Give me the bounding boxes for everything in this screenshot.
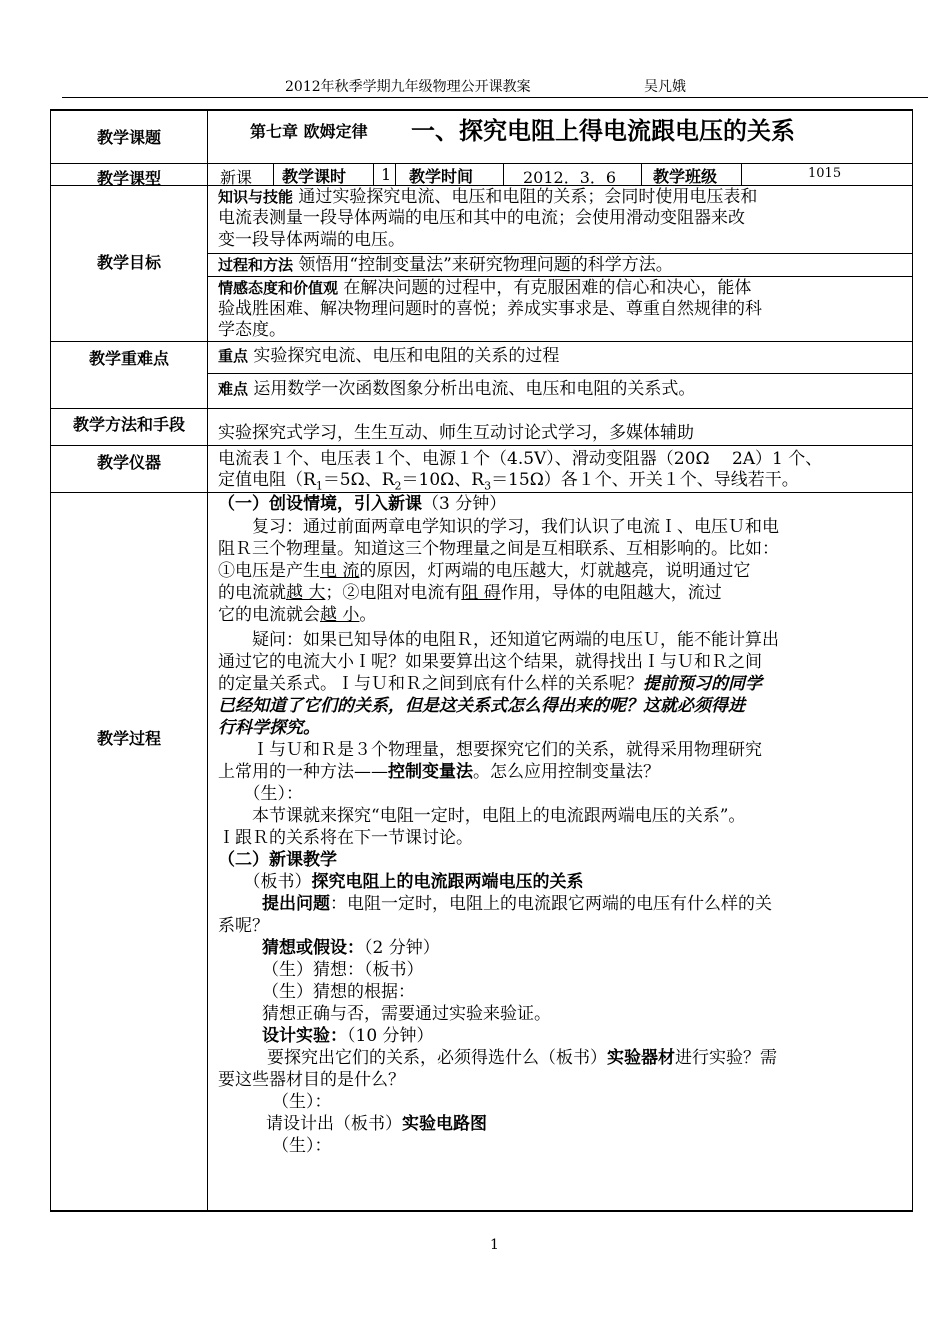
goal-attitude-line1: 情感态度和价值观 在解决问题的过程中，有克服困难的信心和决心，能体: [218, 278, 752, 298]
section1-heading: （一）创设情境，引入新课（3 分钟）: [218, 494, 507, 514]
review-line5: 它的电流就会越 小。: [218, 605, 377, 625]
key-point: 重点 实验探究电流、电压和电阻的关系的过程: [218, 346, 560, 366]
label-equipment: 教学仪器: [96, 453, 161, 472]
label-process: 教学过程: [96, 729, 161, 748]
lesson-type-value: 新课: [220, 168, 253, 187]
student-answer-1: （生）：: [218, 784, 303, 804]
board-title: （板书）探究电阻上的电流跟两端电压的关系: [218, 872, 584, 892]
student-answer-3: （生）：: [272, 1136, 332, 1156]
hypothesis-line2: （生）猜想的根据：: [262, 982, 415, 1002]
time-value: 2012．3．6: [523, 168, 617, 187]
circuit-design-line: 请设计出（板书）实验电路图: [266, 1114, 487, 1134]
label-method: 教学方法和手段: [72, 415, 185, 434]
document-header-title: 2012年秋季学期九年级物理公开课教案: [285, 79, 531, 95]
intro-line1: 本节课就来探究“电阻一定时，电阻上的电流跟两端电压的关系”。: [218, 806, 746, 826]
control-line1: Ｉ与Ｕ和Ｒ是３个物理量，想要探究它们的关系，就得采用物理研究: [218, 740, 762, 760]
intro-line2: Ｉ跟Ｒ的关系将在下一节课讨论。: [218, 828, 473, 848]
label-type: 教学课型: [96, 169, 161, 188]
teaching-method: 实验探究式学习，生生互动、师生互动讨论式学习，多媒体辅助: [218, 423, 694, 443]
problem-line2: 系呢？: [218, 916, 269, 936]
design-line1: 要探究出它们的关系，必须得选什么（板书）实验器材进行实验？需: [250, 1048, 777, 1068]
difficult-point: 难点 运用数学一次函数图象分析出电流、电压和电阻的关系式。: [218, 379, 696, 399]
hours-label: 教学课时: [282, 167, 347, 186]
design-heading: 设计实验：（10 分钟）: [262, 1026, 434, 1046]
question-line2: 通过它的电流大小Ｉ呢？如果要算出这个结果，就得找出Ｉ与Ｕ和Ｒ之间: [218, 652, 762, 672]
equipment-line2: 定值电阻（$R_1=5\Omega$、$R_2=10\Omega$、$R_3=15\Omega$）各１个、开关１个、导线若干。: [218, 470, 799, 493]
design-line2: 要这些器材目的是什么？: [218, 1070, 405, 1090]
goal-knowledge-line2: 电流表测量一段导体两端的电压和其中的电流；会使用滑动变阻器来改: [218, 208, 745, 228]
student-answer-2: （生）：: [272, 1092, 332, 1112]
goal-knowledge-line1: 知识与技能 通过实验探究电流、电压和电阻的关系；会同时使用电压表和: [218, 187, 758, 207]
hypothesis-line3: 猜想正确与否，需要通过实验来验证。: [262, 1004, 551, 1024]
problem-line1: 提出问题：电阻一定时，电阻上的电流跟它两端的电压有什么样的关: [262, 894, 772, 914]
question-line1: 疑问：如果已知导体的电阻Ｒ，还知道它两端的电压Ｕ，能不能计算出: [218, 630, 779, 650]
label-goals: 教学目标: [96, 253, 161, 272]
chapter-title: 第七章 欧姆定律: [250, 122, 368, 141]
question-line5: 行科学探究。: [218, 718, 320, 738]
time-label: 教学时间: [409, 167, 474, 186]
control-line2: 上常用的一种方法——控制变量法。怎么应用控制变量法？: [218, 762, 660, 782]
review-line1: 复习：通过前面两章电学知识的学习，我们认识了电流Ｉ、电压Ｕ和电: [218, 517, 779, 537]
label-key-points: 教学重难点: [88, 349, 169, 368]
goal-knowledge-line3: 变一段导体两端的电压。: [218, 230, 405, 250]
equipment-line1: 电流表１个、电压表１个、电源１个（4.5V）、滑动变阻器（20Ω 2A）1 个、: [218, 449, 823, 469]
hypothesis-heading: 猜想或假设：（2 分钟）: [262, 938, 440, 958]
page-number: 1: [490, 1237, 499, 1253]
goal-attitude-line2: 验战胜困难、解决物理问题时的喜悦；养成实事求是、尊重自然规律的科: [218, 299, 762, 319]
header-rule: [62, 97, 928, 98]
review-line3: ①电压是产生电 流的原因，灯两端的电压越大，灯就越亮，说明通过它: [218, 561, 751, 581]
section2-heading: （二）新课教学: [218, 850, 337, 870]
label-topic: 教学课题: [96, 128, 161, 147]
review-line4: 的电流就越 大；②电阻对电流有阻 碍作用，导体的电阻越大，流过: [218, 583, 722, 603]
hours-value: 1: [381, 165, 392, 184]
review-line2: 阻Ｒ三个物理量。知道这三个物理量之间是互相联系、互相影响的。比如：: [218, 539, 779, 559]
goal-process: 过程和方法 领悟用“控制变量法”来研究物理问题的科学方法。: [218, 255, 673, 275]
lesson-title: 一、探究电阻上得电流跟电压的关系: [411, 116, 795, 145]
document-header-author: 吴凡娥: [644, 79, 686, 95]
class-value: 1015: [808, 166, 842, 181]
goal-attitude-line3: 学态度。: [218, 320, 286, 340]
question-line3: 的定量关系式。Ｉ与Ｕ和Ｒ之间到底有什么样的关系呢？提前预习的同学: [218, 674, 762, 694]
hypothesis-line1: （生）猜想：（板书）: [262, 960, 424, 980]
class-label: 教学班级: [653, 167, 718, 186]
question-line4: 已经知道了它们的关系，但是这关系式怎么得出来的呢？这就必须得进: [218, 696, 745, 716]
